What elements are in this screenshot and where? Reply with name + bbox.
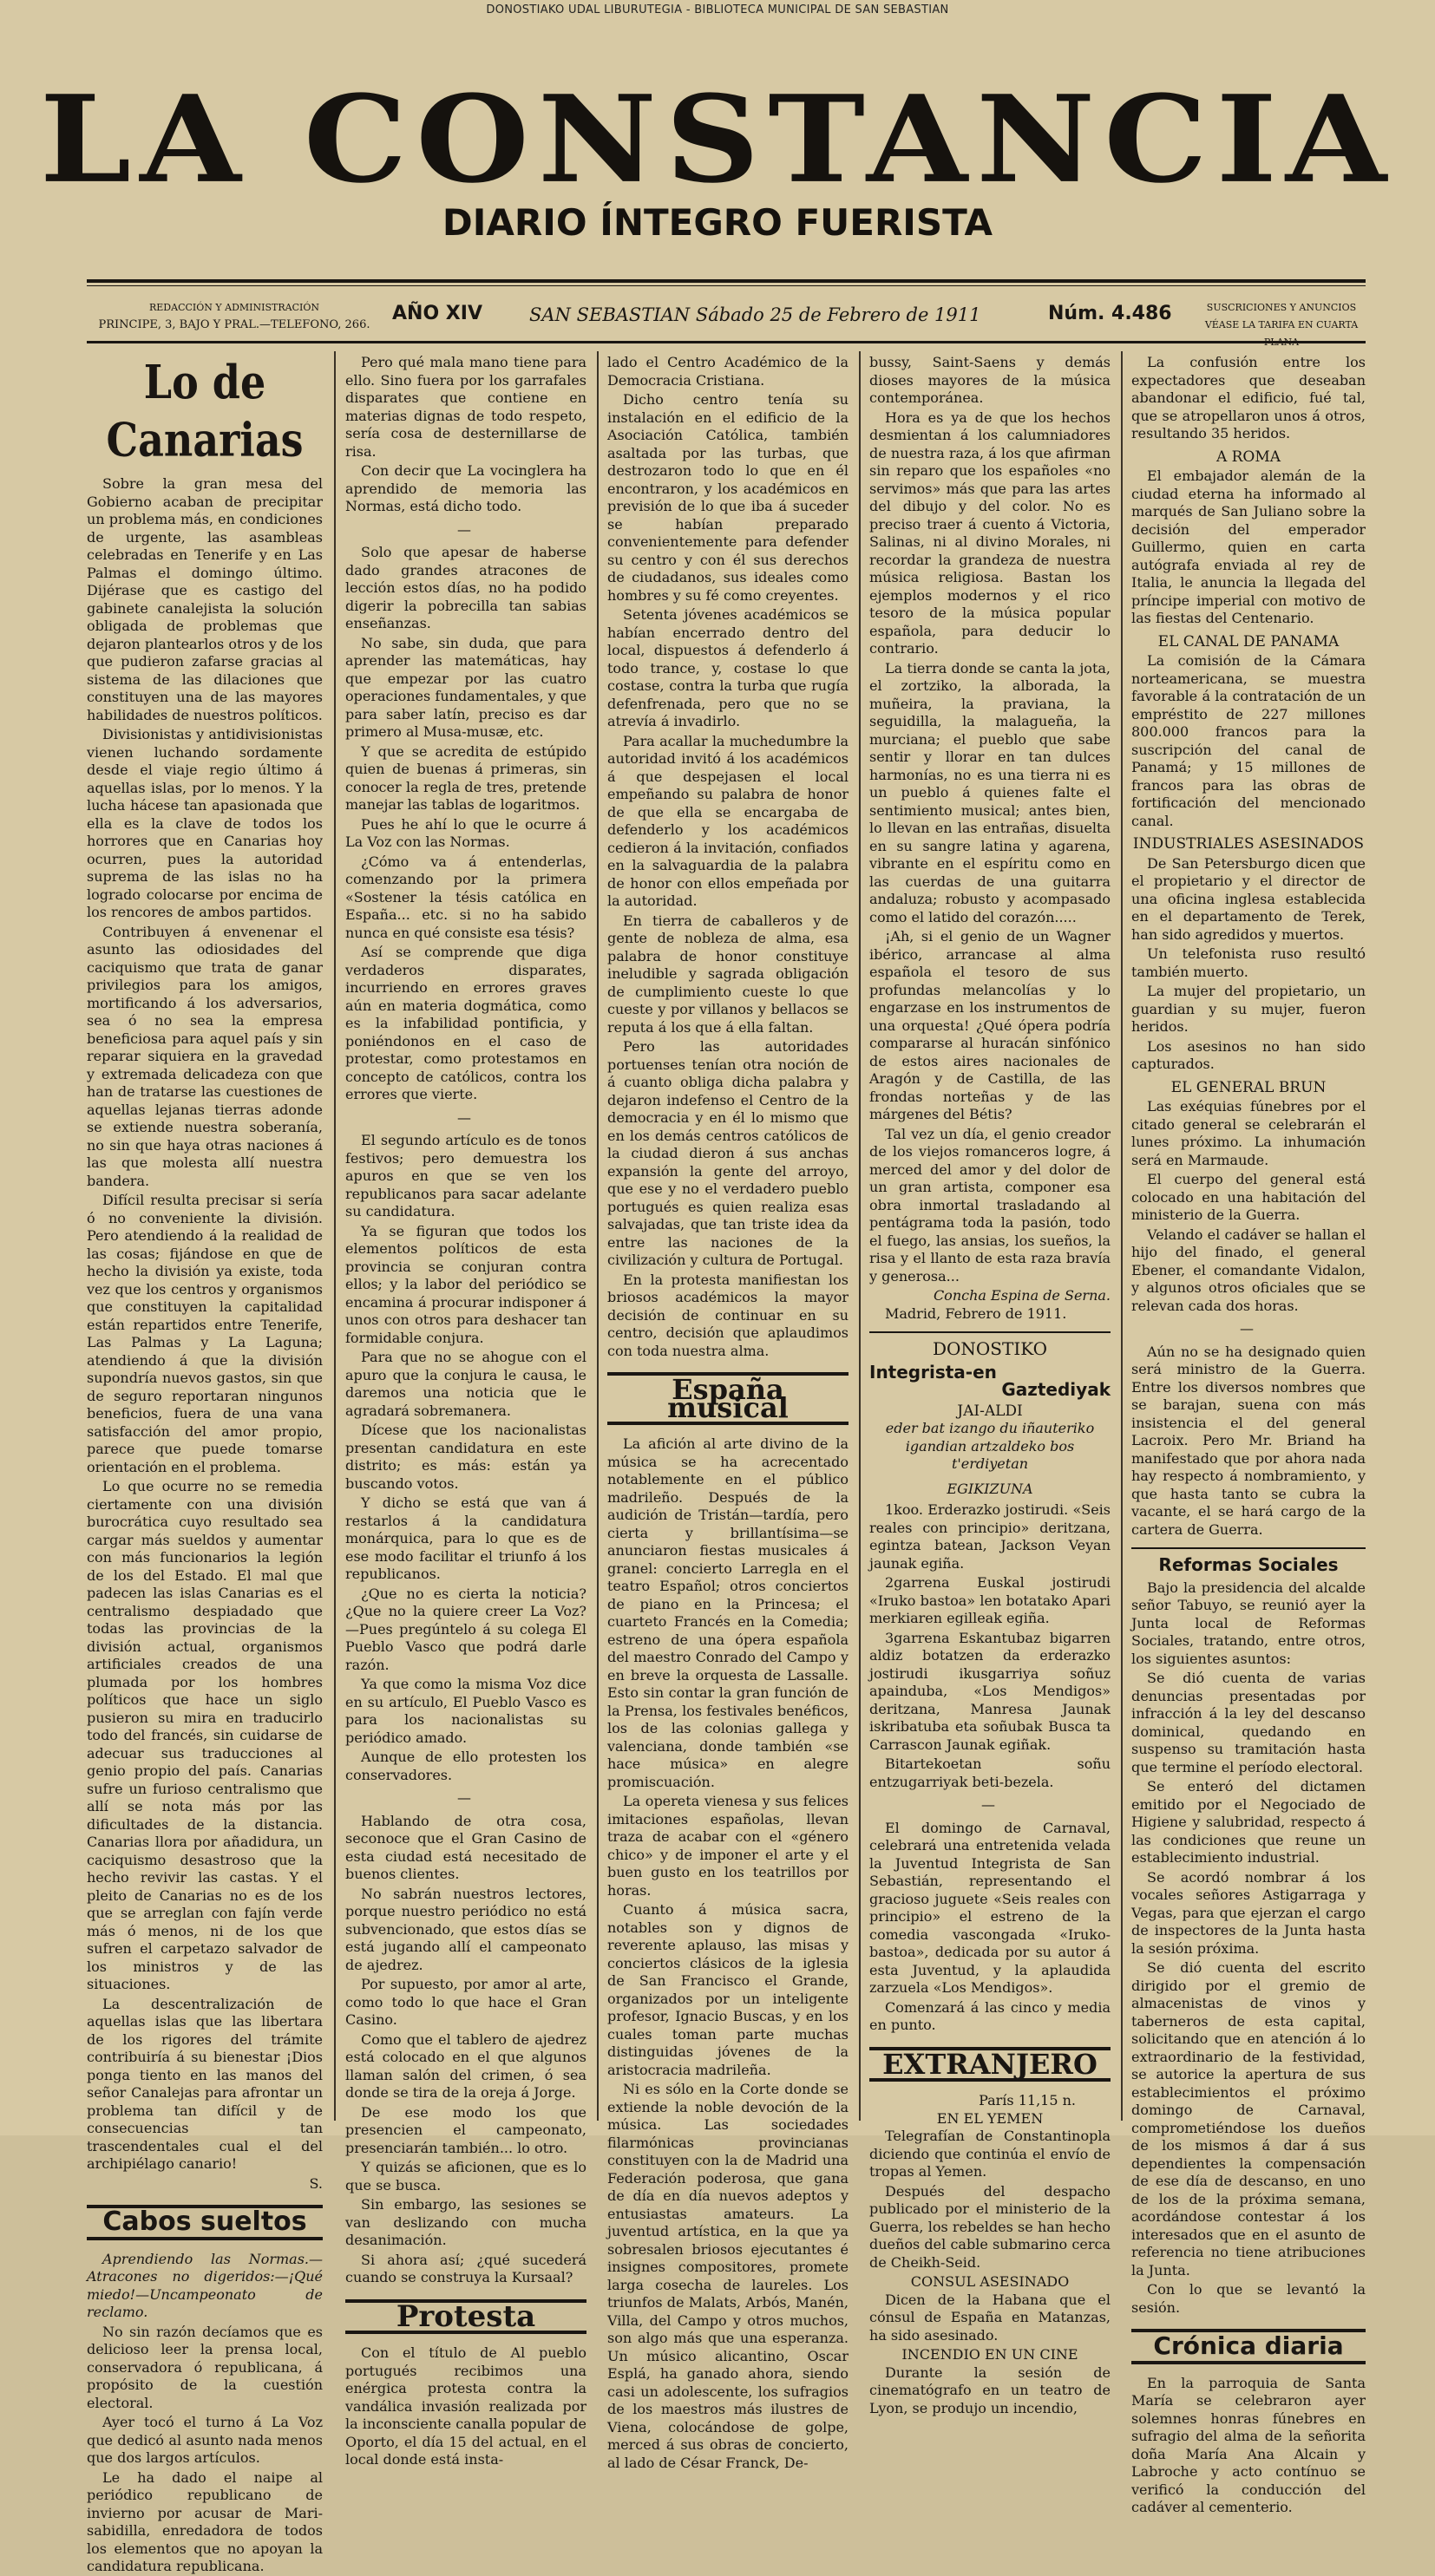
cabos-paragraph: Por supuesto, por amor al arte, como todo lo que hace el Gran Casino. — [345, 1976, 586, 2028]
extranjero-paragraph: Después del despacho publicado por el ministerio de la Guerra, los rebeldes se han hecho dueños del cable submarino cerca de Cheikh-Seid. — [869, 2182, 1111, 2271]
egikizuna-heading: EGIKIZUNA — [947, 1480, 1033, 1497]
cabos-paragraph: Aunque de ello protesten los conservadores. — [345, 1749, 586, 1783]
cabos-paragraph: Pero qué mala mano tiene para ello. Sino fuera por los garrafales disparates que contiene en materias dignas de todo respeto, sería cosa de desternillarse de risa. — [345, 354, 586, 460]
cabos-paragraph: De ese modo los que presencien el campeonato, presenciarán también... lo otro. — [345, 2103, 586, 2156]
suscripciones-block — [1190, 299, 1373, 351]
cabos-paragraph: Así se comprende que diga verdaderos disparates, incurriendo en errores graves aún en materia dogmática, como es la infabilidad pontificia, y poniéndonos en el caso de protestar, como protestamos en concepto de católicos, contra los errores que vierte. — [345, 944, 586, 1102]
reformas-paragraph: Se enteró del dictamen emitido por el Negociado de Higiene y salubridad, respecto á las condiciones que reune un establecimiento industrial. — [1131, 1778, 1366, 1866]
extranjero-paragraph: La confusión entre los expectadores que deseaban abandonar el edificio, fué tal, que se atropellaron unos á otros, resultando 35 heridos. — [1131, 354, 1366, 441]
header-rule-bottom — [87, 341, 1366, 343]
canarias-paragraph: Divisionistas y antidivisionistas vienen luchando sordamente desde el viaje regio último á aquellas islas, por lo menos. Y la lucha hácese tan apasionada que ella es la clave de todos los horrores que en Canarias hoy ocurren, pues la autoridad suprema de las islas no ha logrado colocarse por encima de los rencores de ambos partidos. — [87, 726, 323, 920]
extranjero-paragraph: El cuerpo del general está colocado en una habitación del ministerio de la Guerra. — [1131, 1171, 1366, 1223]
extranjero-paragraph: Las exéquias fúnebres por el citado general se celebrarán el lunes próximo. La inhumación será en Marmaude. — [1131, 1098, 1366, 1168]
redaccion-block — [87, 299, 382, 334]
column-divider-1 — [334, 351, 336, 2121]
canarias-paragraph: Sobre la gran mesa del Gobierno acaban de precipitar un problema más, en condiciones de urgente, las asambleas celebradas en Tenerife y en Las Palmas el domingo último. Dijérase que es castigo del gabinete canalejista la solución obligada de problemas que dejaron plantearlos otros y de los que pudieron zafarse gracias al sistema de las dilaciones que constituyen una de las mayores habilidades de nuestros políticos. — [87, 475, 323, 723]
cabos-paragraph: Si ahora así; ¿qué sucederá cuando se construya la Kursaal? — [345, 2251, 586, 2285]
extranjero-paragraph: Aún no se ha designado quien será ministro de la Guerra. Entre los diversos nombres que se barajan, suena con más insistencia el del general Lacroix. Pero Mr. Briand ha manifestado que por ahora nada hay respecto á nombramiento, y que hasta tanto se cubra la vacante, el se hará cargo de la cartera de Guerra. — [1131, 1343, 1366, 1538]
cabos-paragraph: ¿Que no es cierta la noticia? ¿Que no la quiere creer La Voz? —Pues pregúntelo á su colega El Pueblo Vasco que podrá darle razón. — [345, 1585, 586, 1673]
cabos-paragraph: Ya se figuran que todos los elementos políticos de esta provincia se conjuran contra ellos; y la labor del periódico se encamina á procurar indisponer á unos con otros para deshacer tan formidable conjura. — [345, 1222, 586, 1346]
masthead-title: LA CONSTANCIA — [39, 69, 1396, 210]
column-3 — [607, 354, 849, 2471]
gaztediyak-heading: Gaztediyak — [1001, 1379, 1111, 1400]
section-title-extranjero: EXTRANJERO — [869, 2047, 1111, 2082]
cabos-paragraph: Dícese que los nacionalistas presentan candidatura en este distrito; es más: están ya buscando votos. — [345, 1422, 586, 1492]
cabos-paragraph: Sin embargo, las sesiones se van deslizando con mucha desanimación. — [345, 2196, 586, 2248]
cabos-paragraph: Como que el tablero de ajedrez está colocado en el que algunos llaman salón del crimen, ó sea donde se tira de la oreja á Jorge. — [345, 2030, 586, 2101]
section-title-protesta: Protesta — [345, 2299, 586, 2335]
reformas-paragraph: Se dió cuenta de varias denuncias presentadas por infracción á la ley del descanso dominical, quedando en suspenso su tramitación hasta que termine el período electoral. — [1131, 1670, 1366, 1775]
espana-paragraph: Ni es sólo en la Corte donde se extiende la noble devoción de la música. Las sociedades filarmónicas provincianas constituyen con la de Madrid una Federación poderosa, que gana de día en día nuevos adeptos y entusiastas amateurs. La juventud artística, en la que ya sobresalen briosos ejecutantes é insignes compositores, promete larga cosecha de laureles. Los triunfos de Malats, Arbós, Manén, Villa, del Campo y otros muchos, son algo más que una esperanza. Un músico alicantino, Oscar Esplá, ha ganado ahora, siendo casi un adolescente, los sufragios de los maestros más ilustres de Viena, colocándose de golpe, merced á sus obras de concierto, al lado de César Franck, De- — [607, 2081, 849, 2471]
espana-signature: Concha Espina de Serna. — [933, 1287, 1111, 1304]
cabos-paragraph: Pues he ahí lo que le ocurre á La Voz con las Normas. — [345, 815, 586, 850]
espana-paragraph: ¡Ah, si el genio de un Wagner ibérico, arrancase al alma española el tesoro de sus profundas melancolías y lo engarzase en los instrumentos de una orquesta! ¿Qué ópera podría compararse al huracán sinfónico de estos aires nacionales de Aragón y de Castilla, de las frondas norteñas y de las márgenes del Bétis? — [869, 928, 1111, 1122]
protesta-paragraph: En tierra de caballeros y de gente de nobleza de alma, esa palabra de honor constituye ineludible y sagrada obligación de cumplimiento cueste lo que cueste y por villanos y bellacos se reputa á los que á ella faltan. — [607, 912, 849, 1036]
reformas-paragraph: Se dió cuenta del escrito dirigido por el gremio de almacenistas de vinos y taberneros de esta capital, solicitando que en atención á lo extraordinario de la festividad, se autorice la apertura de sus establecimientos el próximo domingo de Carnaval, comprometiéndose los dueños de los mismos á dar á sus dependientes la compensación de ese día de descanso, en uno de los de la próxima semana, acordándose contestar á los interesados que en el asunto de referencia no tiene atribuciones la Junta. — [1131, 1959, 1366, 2279]
suscripciones-line-1: SUSCRICIONES Y ANUNCIOS — [1206, 302, 1357, 313]
protesta-paragraph: En la protesta manifiestan los briosos académicos la mayor decisión de continuar en su centro, decisión que aplaudimos con toda nuestra alma. — [607, 1271, 849, 1359]
protesta-paragraph: Para acallar la muchedumbre la autoridad invitó á los académicos á que despejasen el local empeñando su palabra de honor de que ella se encargaba de defenderlo y los académicos cedieron á la invitación, confiados en la salvaguardia de la palabra de honor con ellos empeñada por la autoridad. — [607, 732, 849, 909]
suscripciones-line-2: VÉASE LA TARIFA EN CUARTA — [1204, 319, 1359, 330]
separator: — — [1240, 1320, 1257, 1337]
masthead-subtitle: DIARIO ÍNTEGRO FUERISTA — [442, 201, 993, 244]
section-title-cronica-diaria: Crónica diaria — [1131, 2329, 1366, 2364]
canarias-paragraph: Contribuyen á envenenar el asunto las odiosidades del caciquismo que trata de ganar privilegios para los amigos, mortificando á los adversarios, sea ó no sea la empresa beneficiosa para aquel país y sin reparar siquiera en la gravedad y extremada delicadeza con que han de tratarse las cuestiones de aquellas lejanas tierras adonde se extiende nuestra soberanía, no sin que haya otras naciones á las que molesta allí nuestra bandera. — [87, 923, 323, 1189]
cabos-paragraph: Hablando de otra cosa, seconoce que el Gran Casino de esta ciudad está necesitado de buenos clientes. — [345, 1812, 586, 1882]
cronica-paragraph: En la parroquia de Santa María se celebraron ayer solemnes honras fúnebres en sufragio del alma de la señorita doña María Ana Alcain y Labroche y acto contínuo se verificó la conducción del cadáver al cementerio. — [1131, 2374, 1366, 2515]
espana-place-date: Madrid, Febrero de 1911. — [885, 1304, 1067, 1322]
integrista-heading: Integrista-en — [869, 1361, 997, 1383]
extranjero-paragraph: Velando el cadáver se hallan el hijo del finado, el general Ebener, el comandante Vidalon, y algunos otros oficiales que se relevan cada dos horas. — [1131, 1226, 1366, 1314]
masthead-rule-thin — [87, 285, 1366, 286]
column-divider-3 — [859, 351, 861, 2121]
canarias-paragraph: Difícil resulta precisar si sería ó no conveniente la división. Pero atendiendo á la realidad de las cosas; fijándose en que de hecho la división ya existe, toda vez que los centros y organismos que constituyen la capitalidad están repartidos entre Tenerife, Las Palmas y La Laguna; atendiendo á que la división supondría nuevos gastos, sin que de seguro reportaran ningunos beneficios, fuera de una vana satisfacción del amor propio, parece que puede tomarse orientación en el problema. — [87, 1192, 323, 1475]
column-4 — [869, 354, 1111, 2416]
jaialdi-heading: JAI-ALDI — [957, 1402, 1023, 1420]
extranjero-paragraph: Los asesinos no han sido capturados. — [1131, 1037, 1366, 1072]
egikizuna-item: 1koo. Erderazko jostirudi. «Seis reales con principio» deritzana, egintza batean, Jackson Veyan jaunak egiña. — [869, 1501, 1111, 1572]
column-1 — [87, 354, 323, 2574]
cabos-paragraph: No sabrán nuestros lectores, porque nuestro periódico no está subvencionado, que estos días se está jugando allí el campeonato de ajedrez. — [345, 1885, 586, 1973]
dateline-paris: París 11,15 n. — [979, 2092, 1076, 2109]
espana-paragraph: Cuanto á música sacra, notables son y dignos de reverente aplauso, las misas y conciertos clásicos de la iglesia de San Francisco el Grande, organizados por un inteligente profesor, Ignacio Buscas, y en los cuales toman parte muchas distinguidas jóvenes de la aristocracia madrileña. — [607, 1901, 849, 2078]
column-5 — [1131, 354, 1366, 2515]
carnaval-paragraph: El domingo de Carnaval, celebrará una entretenida velada la Juventud Integrista de San Sebastián, representando el gracioso juguete «Seis reales con principio» el estreno de la comedia vascongada «Iruko-bastoa», dedicada por su autor á esta Juventud, y la aplaudida zarzuela «Los Mendigos». — [869, 1819, 1111, 1996]
cabos-paragraph: Para que no se ahogue con el apuro que la conjura le causa, le daremos una noticia que le agradará sobremanera. — [345, 1349, 586, 1419]
section-title-espana-musical: España musical — [607, 1372, 849, 1425]
separator: — — [457, 520, 475, 538]
espana-paragraph: Tal vez un día, el genio creador de los viejos romanceros logre, á merced del amor y del dolor de un gran artista, componer esa obra inmortal trasladando al pentágrama toda la pasión, todo el fuego, las ansias, los sueños, la risa y el llanto de esta raza bravía y generosa... — [869, 1125, 1111, 1285]
subhead-yemen: EN EL YEMEN — [936, 2109, 1044, 2127]
cabos-paragraph: El segundo artículo es de tonos festivos; pero demuestra los apuros en que se ven los republicanos para sacar adelante su candidatura. — [345, 1132, 586, 1219]
extranjero-paragraph: El embajador alemán de la ciudad eterna ha informado al marqués de San Juliano sobre la decisión del emperador Guillermo, quien en carta autógrafa enviada al rey de Italia, le anuncia la llegada del príncipe imperial con motivo de las fiestas del Centenario. — [1131, 467, 1366, 626]
cabos-paragraph: Y dicho se está que van á restarlos á la candidatura monárquica, para lo que es de ese modo facilitar el triunfo á los republicanos. — [345, 1494, 586, 1582]
separator: — — [457, 1789, 475, 1806]
extranjero-paragraph: La comisión de la Cámara norteamericana, se muestra favorable á la contratación de un empréstito de 227 millones 800.000 francos para la suscripción del canal de Panamá; y 15 millones de francos para las obras de fortificación del mencionado canal. — [1131, 652, 1366, 829]
subhead-general-brun: EL GENERAL BRUN — [1170, 1078, 1327, 1096]
espana-paragraph: bussy, Saint-Saens y demás dioses mayores de la música contemporánea. — [869, 354, 1111, 406]
issue-year: AÑO XIV — [392, 303, 482, 324]
cabos-paragraph: Y quizás se aficionen, que es lo que se busca. — [345, 2159, 586, 2194]
separator: — — [981, 1796, 999, 1813]
redaccion-line-1: REDACCIÓN Y ADMINISTRACIÓN — [149, 302, 319, 313]
egikizuna-item: 3garrena Eskantubaz bigarren aldiz botatzen da erderazko jostirudi ikusgarriya soñuz apainduba, «Los Mendigos» deritzana, Manresa Jaunak iskribatuba eta soñubak Busca ta Carrascon Jaunak egiñak. — [869, 1629, 1111, 1753]
egikizuna-item: Bitartekoetan soñu entzugarriyak beti-bezela. — [869, 1755, 1111, 1790]
canarias-paragraph: La descentralización de aquellas islas que las libertara de los rigores del trámite contribuiría á su bienestar ¡Dios ponga tiento en las manos del señor Canalejas para afrontar un problema tan difícil y de consecuencias tan trascendentales cual el del archipiélago canario! — [87, 1995, 323, 2172]
subhead-cine: INCENDIO EN UN CINE — [901, 2346, 1078, 2363]
protesta-paragraph: Pero las autoridades portuenses tenían otra noción de á cuanto obliga dicha palabra y dejaron indefenso el Centro de la democracia y en él lo mismo que en los demás centros católicos de la ciudad dieron á sus anchas expansión la gente del arroyo, que ese y no el verdadero pueblo portugués es quien realiza esas salvajadas, que tan triste idea da entre las naciones de la civilización y cultura de Portugal. — [607, 1038, 849, 1268]
espana-paragraph: La tierra donde se canta la jota, el zortziko, la alborada, la muñeira, la praviana, la seguidilla, la malagueña, la murciana; el pueblo que sabe sentir y llorar en tan dulces harmonías, no es una tierra ni es un pueblo á quienes falte el sentimiento musical; antes bien, lo llevan en las entrañas, disuelta en su sangre latina y agarena, vibrante en el espíritu como en las cuerdas de una guitarra andaluza; robusto y acompasado como el latido del corazón..... — [869, 659, 1111, 925]
redaccion-line-2: PRINCIPE, 3, BAJO Y PRAL.—TELEFONO, 266. — [98, 318, 370, 331]
extranjero-paragraph: De San Petersburgo dicen que el propietario y el director de una oficina inglesa establecida en el departamento de Terek, han sido agredidos y muertos. — [1131, 854, 1366, 943]
subhead-roma: A ROMA — [1215, 448, 1281, 466]
extranjero-paragraph: Dicen de la Habana que el cónsul de España en Matanzas, ha sido asesinado. — [869, 2291, 1111, 2344]
canarias-signature: S. — [309, 2174, 323, 2192]
reformas-paragraph: Con lo que se levantó la sesión. — [1131, 2281, 1366, 2316]
subhead-consul: CONSUL ASESINADO — [910, 2273, 1070, 2290]
masthead-rule-top — [87, 279, 1366, 283]
egikizuna-item: 2garrena Euskal jostirudi «Iruko bastoa» len botatako Apari merkiaren egilleak egiña. — [869, 1574, 1111, 1626]
espana-paragraph: La opereta vienesa y sus felices imitaciones españolas, llevan traza de acabar con el «género chico» y de imponer el arte y el buen gusto en los teatrillos por horas. — [607, 1793, 849, 1899]
column-divider-2 — [597, 351, 599, 2121]
cabos-paragraph: Solo que apesar de haberse dado grandes atracones de lección estos días, no ha podido digerir la pobrecilla tan sabias enseñanzas. — [345, 544, 586, 631]
cabos-paragraph: Ya que como la misma Voz dice en su artículo, El Pueblo Vasco es para los nacionalistas su periódico amado. — [345, 1676, 586, 1746]
section-title-donostiko: DONOSTIKO — [869, 1331, 1111, 1358]
cabos-paragraph: Y que se acredita de estúpido quien de buenas á primeras, sin conocer la regla de tres, pretende manejar las tablas de logaritmos. — [345, 742, 586, 813]
canarias-paragraph: Lo que ocurre no se remedia ciertamente con una división burocrática cuyo resultado sea cargar más sueldos y aumentar con más funcionarios la legión de los del Estado. El mal que padecen las islas Canarias es el centralismo despiadado que todas las provincias de la división actual, organismos artificiales creados de una plumada por los hombres políticos que hace un siglo pusieron su mira en traducirlo todo del francés, sin cuidarse de adecuar sus traducciones al genio propio del país. Canarias sufre un furioso centralismo que allí se nota más por las dificultades de la distancia. Canarias llora por añadidura, un caciquismo desastroso que la hecho revivir las castas. Y el pleito de Canarias no es de los que se arreglan con fajín verde más ó menos, ni de los que sufren el carpetazo salvador de los ministros y de las situaciones. — [87, 1478, 323, 1992]
reformas-paragraph: Bajo la presidencia del alcalde señor Tabuyo, se reunió ayer la Junta local de Reformas Sociales, tratando, entre otros, los siguientes asuntos: — [1131, 1579, 1366, 1667]
extranjero-paragraph: Durante la sesión de cinematógrafo en un teatro de Lyon, se produjo un incendio, — [869, 2364, 1111, 2416]
cabos-paragraph: Le ha dado el naipe al periódico republicano de invierno por acusar de Mari-sabidilla, enredadora de todos los elementos que no apoyan la candidatura republicana. — [87, 2468, 323, 2574]
subhead-industriales: INDUSTRIALES ASESINADOS — [1132, 835, 1365, 853]
protesta-paragraph: lado el Centro Académico de la Democracia Cristiana. — [607, 354, 849, 389]
issue-date: SAN SEBASTIAN Sábado 25 de Febrero de 1911 — [529, 304, 981, 325]
section-title-cabos-sueltos: Cabos sueltos — [87, 2205, 323, 2240]
reformas-paragraph: Se acordó nombrar á los vocales señores Astigarraga y Vegas, para que ejerzan el cargo de inspectores de la Junta hasta la sesión próxima. — [1131, 1868, 1366, 1957]
protesta-paragraph: Dicho centro tenía su instalación en el edificio de la Asociación Católica, también asaltada por las turbas, que destrozaron todo lo que en él encontraron, y los académicos en previsión de lo que iba á suceder se habían preparado convenientemente para defender su centro y con él sus derechos de ciudadanos, sus ideales como hombres y su fé como creyentes. — [607, 391, 849, 604]
info-bar — [87, 299, 1366, 337]
extranjero-paragraph: La mujer del propietario, un guardian y su mujer, fueron heridos. — [1131, 983, 1366, 1035]
protesta-paragraph: Setenta jóvenes académicos se habían encerrado dentro del local, dispuestos á defenderlo á todo trance, y, costase lo que costase, contra la turba que rugía defenfrenada, pero que no se atrevía á invadirlo. — [607, 606, 849, 729]
cabos-paragraph: No sabe, sin duda, que para aprender las matemáticas, hay que empezar por las cuatro operaciones fundamentales, y que para saber latín, preciso es dar primero al Musa-musæ, etc. — [345, 634, 586, 740]
extranjero-paragraph: Telegrafían de Constantinopla diciendo que continúa el envío de tropas al Yemen. — [869, 2128, 1111, 2180]
issue-number: Núm. 4.486 — [1048, 303, 1172, 324]
archive-label: DONOSTIAKO UDAL LIBURUTEGIA - BIBLIOTECA MUNICIPAL DE SAN SEBASTIAN — [486, 3, 949, 16]
espana-paragraph: Hora es ya de que los hechos desmientan á los calumniadores de nuestra raza, á los que afirman sin reparo que los españoles «no servimos» más que para las artes del dibujo y del color. No es preciso traer á cuento á Victoria, Salinas, ni al divino Morales, ni recordar la grandeza de nuestra música religiosa. Bastan los ejemplos modernos y el rico tesoro de la música popular española, para deducir lo contrario. — [869, 409, 1111, 657]
espana-paragraph: La afición al arte divino de la música se ha acrecentado notablemente en el público madrileño. Después de la audición de Tristán—tardía, pero cierta y brillantísima—se anunciaron fiestas musicales á granel: concierto Larregla en el teatro Español; otros conciertos de piano en la Princesa; el cuarteto Francés en la Comedia; estreno de una ópera española del maestro Conrado del Campo y en breve la orquesta de Lassalle. Esto sin contar la gran función de la Prensa, los festivales benéficos, los de las colonias gallega y valenciana, donde también «se hace música» en alegre promiscuación. — [607, 1435, 849, 1790]
protesta-paragraph: Con el título de Al pueblo portugués recibimos una enérgica protesta contra la vandálica invasión realizada por la inconsciente canalla popular de Oporto, el día 15 del actual, en el local donde está insta- — [345, 2344, 586, 2468]
cabos-paragraph: Ayer tocó el turno á La Voz que dedicó al asunto nada menos que dos largos artículos. — [87, 2414, 323, 2466]
cabos-lead: Aprendiendo las Normas.—Atracones no digeridos:—¡Qué miedo!—Uncampeonato de reclamo. — [87, 2250, 323, 2320]
carnaval-paragraph: Comenzará á las cinco y media en punto. — [869, 1998, 1111, 2033]
separator: — — [457, 1108, 475, 1126]
extranjero-paragraph: Un telefonista ruso resultó también muerto. — [1131, 945, 1366, 980]
section-title-reformas-sociales: Reformas Sociales — [1131, 1547, 1366, 1574]
article-title-canarias: Lo de Canarias — [106, 355, 304, 467]
cabos-paragraph: ¿Cómo va á entenderlas, comenzando por la primera «Sostener la tésis católica en España... etc. si no ha sabido nunca en qué consiste esa tésis? — [345, 853, 586, 941]
column-2 — [345, 354, 586, 2468]
column-divider-4 — [1121, 351, 1123, 2121]
cabos-paragraph: Con decir que La vocinglera ha aprendido de memoria las Normas, está dicho todo. — [345, 462, 586, 514]
jaialdi-subtitle: eder bat izango du iñauteriko igandian artzaldeko bos t'erdiyetan — [885, 1420, 1095, 1472]
subhead-panama: EL CANAL DE PANAMA — [1157, 632, 1340, 651]
cabos-paragraph: No sin razón decíamos que es delicioso leer la prensa local, conservadora ó republicana, á propósito de la cuestión electoral. — [87, 2323, 323, 2411]
